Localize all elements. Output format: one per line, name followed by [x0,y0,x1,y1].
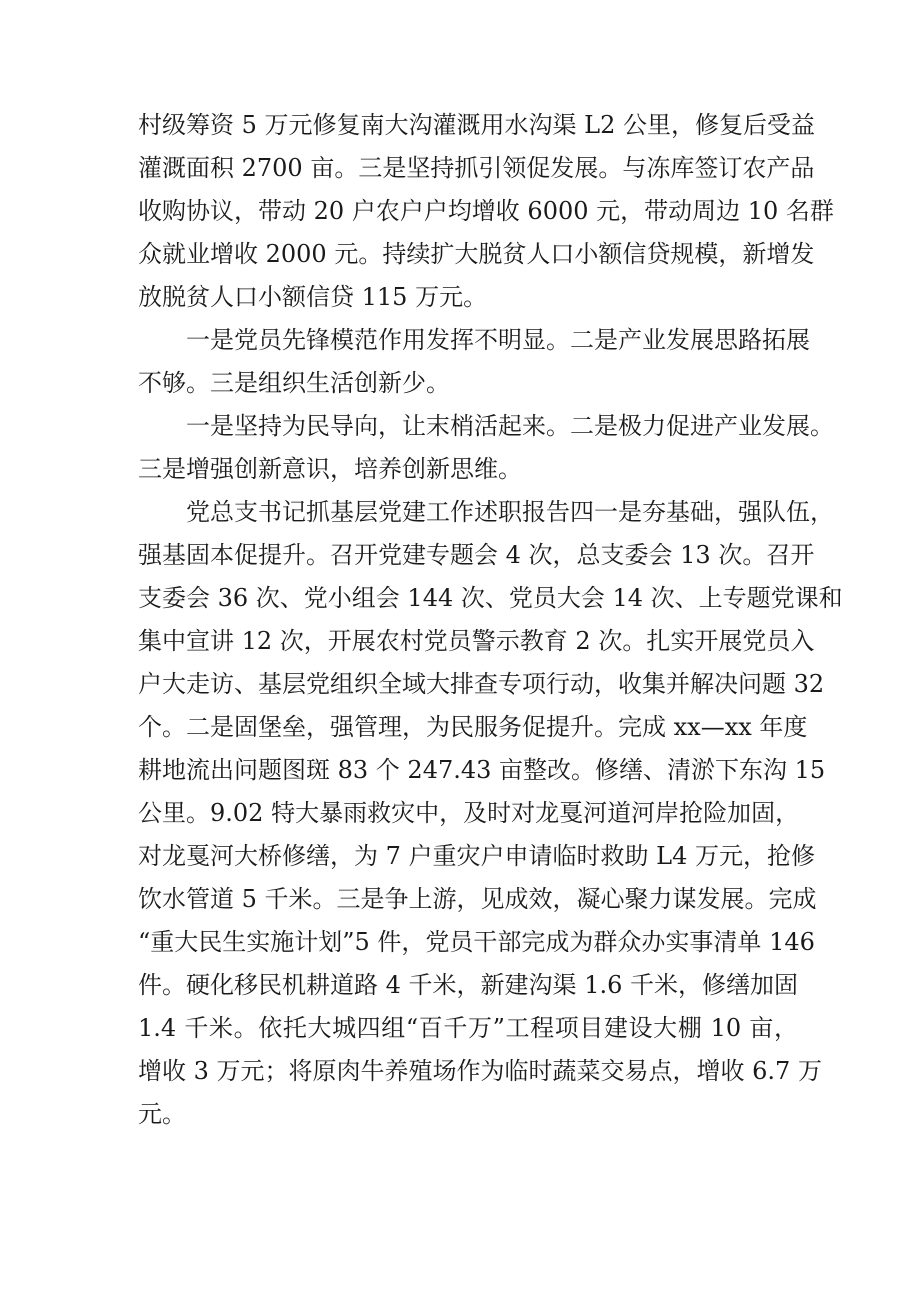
text-line: 1.4 千米。依托大城四组“百千万”工程项目建设大棚 10 亩， [138,1014,798,1042]
text-line: 一是坚持为民导向，让末梢活起来。二是极力促进产业发展。 [138,412,834,440]
text-line: 饮水管道 5 千米。三是争上游，见成效，凝心聚力谋发展。完成 [138,885,817,913]
text-line: 不够。三是组织生活创新少。 [138,369,450,397]
text-line: 支委会 36 次、党小组会 144 次、党员大会 14 次、上专题党课和 [138,584,843,612]
text-line: 个。二是固堡垒，强管理，为民服务促提升。完成 xx—xx 年度 [138,713,808,741]
paragraph-funding [138,104,834,319]
text-line: 收购协议，带动 20 户农户户均增收 6000 元，带动周边 10 名群 [138,197,834,225]
paragraph-report-four [138,491,843,1136]
text-line: “重大民生实施计划”5 件，党员干部完成为群众办实事清单 146 [138,928,815,956]
text-line: 强基固本促提升。召开党建专题会 4 次，总支委会 13 次。召开 [138,541,815,569]
text-line: 党总支书记抓基层党建工作述职报告四一是夯基础，强队伍， [138,498,834,526]
text-line: 件。硬化移民机耕道路 4 千米，新建沟渠 1.6 千米，修缮加固 [138,971,798,999]
document-body [138,104,843,1136]
text-line: 户大走访、基层党组织全域大排查专项行动，收集并解决问题 32 [138,670,825,698]
text-line: 公里。9.02 特大暴雨救灾中，及时对龙戛河道河岸抢险加固， [138,799,800,827]
text-line: 三是增强创新意识，培养创新思维。 [138,455,522,483]
text-line: 对龙戛河大桥修缮，为 7 户重灾户申请临时救助 L4 万元，抢修 [138,842,815,870]
text-line: 众就业增收 2000 元。持续扩大脱贫人口小额信贷规模，新增发 [138,240,815,268]
text-line: 一是党员先锋模范作用发挥不明显。二是产业发展思路拓展 [138,326,810,354]
paragraph-measures [138,405,834,491]
paragraph-problems [138,319,810,405]
text-line: 增收 3 万元；将原肉牛养殖场作为临时蔬菜交易点，增收 6.7 万 [138,1057,822,1085]
text-line: 灌溉面积 2700 亩。三是坚持抓引领促发展。与冻库签订农产品 [138,154,815,182]
text-line: 集中宣讲 12 次，开展农村党员警示教育 2 次。扎实开展党员入 [138,627,815,655]
text-line: 村级筹资 5 万元修复南大沟灌溉用水沟渠 L2 公里，修复后受益 [138,111,815,139]
text-line: 元。 [138,1100,186,1128]
text-line: 耕地流出问题图斑 83 个 247.43 亩整改。修缮、清淤下东沟 15 [138,756,826,784]
text-line: 放脱贫人口小额信贷 115 万元。 [138,283,488,311]
